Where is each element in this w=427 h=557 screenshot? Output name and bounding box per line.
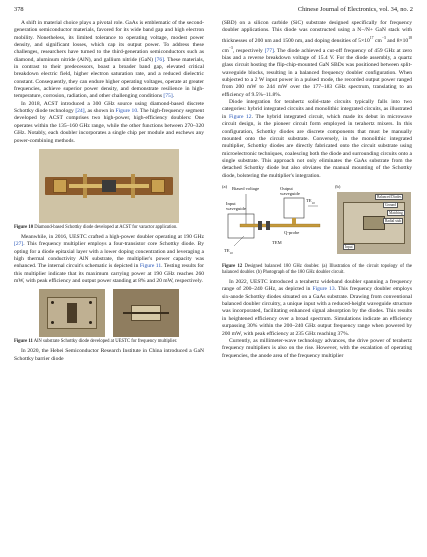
- reference-link[interactable]: Figure 11: [139, 263, 162, 270]
- figure-11-caption: Figure 11 AlN substrate Schottky diode developed at UESTC for frequency multiplier.: [14, 339, 178, 345]
- figure-12-panel-a: [222, 184, 332, 262]
- reference-link[interactable]: [75]: [163, 93, 173, 100]
- reference-link[interactable]: [27]: [14, 241, 24, 248]
- right-column: [222, 20, 412, 360]
- figure-10: [14, 149, 204, 231]
- paragraph: [14, 101, 204, 145]
- figure-11-photo-b: [113, 289, 179, 337]
- tem-label: TEM: [272, 239, 282, 245]
- text-run: . This frequency doubler employs six-anode Schottky diodes situated on a GaAs substrate. Drawing from conventional balanced doubler circuitry, a unique input with a reduced-height waveguide structure was incorporated, facilitating enhanced signal absorption by the diodes. This results in heightened efficiency over a broad spectrum. Simulations indicate an efficiency surpassing 30% within the 200–240 GHz output frequency range when powered by 200 mW, with peak efficiency at 235 GHz reaching 37%.: [222, 286, 412, 337]
- diode-shape: [266, 221, 270, 230]
- figure-12-panel-b: [335, 184, 412, 262]
- reference-link[interactable]: [24]: [75, 108, 85, 115]
- channel: [67, 303, 77, 323]
- text-run: and 8×10: [385, 37, 409, 44]
- figure-12: [222, 184, 412, 276]
- photo-label: Balanced Diodes: [377, 194, 402, 199]
- panel-b-label: (b): [335, 183, 341, 189]
- doubler-topology-diagram: [222, 184, 332, 262]
- paragraph: [14, 20, 204, 101]
- text-run: . These materials, in contrast to their predecessors, boast a broader band gap, elevated critical breakdown electric field, higher electron saturation rate, and a reduced dielectric constant. Consequently, they can endure higher operating voltages, operate at greater frequencies, achieve superior power density, and demonstrate resilience in high-temperature, corrosion, radiation, and other challenging conditions: [14, 56, 204, 100]
- q-probe-label: Q-probe: [284, 229, 300, 235]
- text-run: 18: [408, 35, 412, 40]
- page-number: 378: [14, 6, 24, 13]
- reference-link[interactable]: [76]: [154, 56, 165, 63]
- text-run: , as shown in: [84, 108, 116, 115]
- text-run: . The diode achieved a cut-off frequency of 459 GHz at zero bias and a reverse breakdown voltage of 15.4 V. For the diode assembly, a quartz glass circuit hosting the flip-chip-mounted GaN SBDs was positioned between split-waveguide blocks, resulting in a balanced frequency doubler configuration. When subjected to a 2 W input power in a pulsed mode, the recorded output power ranged from 200 mW to 244 mW over the 177–183 GHz spectrum, translating to an efficiency of 9.5%–11.8%.: [222, 47, 412, 98]
- text-run: (SBD) on a silicon carbide (SiC) substrate designed specifically for frequency doubler applications. This diode was constructed using a N−/N+ GaN stack with thicknesses of 200 nm and 1500 nm, and doping densities of 5×10: [222, 20, 412, 44]
- diode-shape: [258, 221, 262, 230]
- photo-label: Ground: [385, 202, 396, 207]
- text-run: Meanwhile, in 2016, UESTC crafted a high-power doubler operating at 190 GHz: [21, 233, 204, 240]
- left-column: [14, 20, 204, 363]
- paragraph: [222, 338, 412, 360]
- text-run: cm: [222, 47, 229, 54]
- page-header: [14, 6, 413, 18]
- photo-label: Input: [345, 244, 353, 249]
- paragraph: [222, 20, 412, 99]
- text-run: . The hybrid integrated circuit, which made its debut in microwave circuit design, is the pioneer circuit form employed in terahertz mixers. In this configuration, Schottky diodes are discrete components that must be manually mounted onto the circuit substrate. Conversely, in the monolithic integrated multiplier, Schottky diodes are directly fabricated onto the circuit substrate using microelectronic techniques, coalescing both the diode and surrounding circuits onto a single substrate. This approach not only eliminates the GaAs substrate from the detached Schottky diode but also obviates the manual mounting of the Schottky diode, bolstering the multiplier's integration.: [222, 113, 412, 179]
- text-run: . Testing results for this multiplier indicate that its maximum carrying power at 190 GHz reaches 260 mW, with peak efficiency and output power standing at 8% and 20 mW, respectively.: [14, 263, 204, 284]
- panel-a-label: (a): [222, 183, 228, 189]
- paragraph: [14, 234, 204, 285]
- figure-11: [14, 289, 204, 345]
- text-run: Currently, as millimeter-wave technology advances, the drive power of terahertz frequency multipliers is also on the rise. However, with the escalation of operating frequencies, the anode area of the frequency multiplier: [222, 337, 412, 359]
- contact-pad: [151, 179, 165, 193]
- text-run: In 2020, the Hebei Semiconductor Research Institute in China introduced a GaN Schottky barrier diode: [14, 348, 204, 362]
- figure-11-photo-a: [39, 289, 105, 337]
- text-run: . The high-frequency segment developed by ACST comprises two high-power, high-efficiency doublers: One operates within the 135–160 GHz range, while the other functions between 270–320 GHz. Notably, each doubler incorporates a single chip per module and eschews any power-combining methods.: [14, 108, 204, 144]
- paragraph: [14, 348, 204, 363]
- probe-shape: [292, 218, 296, 224]
- reference-link[interactable]: Figure 13: [312, 286, 335, 293]
- journal-info: Chinese Journal of Electronics, vol. 34, no. 2: [297, 6, 413, 13]
- biased-voltage-label: Biased voltage: [232, 185, 260, 191]
- text-run: Diode integration for terahertz solid-state circuits typically falls into two categories: hybrid integrated circuits and monolithic integrated circuits, as illustrated in: [222, 99, 412, 120]
- figure-10-caption: Figure 10 Diamond-based Schottky diode developed at ACST for varactor application.: [14, 224, 178, 230]
- text-run: −3: [228, 45, 233, 50]
- te10-label-output: $TE_{10}$: [306, 197, 315, 205]
- photo-label: Radial stub: [385, 218, 402, 223]
- text-run: . This frequency multiplier employs a four-transistor core Schottky diode. By opting for a diode epitaxial layer with a lower doping concentration and leveraging a high thermal conductivity AlN substrate, the multiplier's power capacity was enhanced. The internal circuit's schematic is depicted in: [14, 241, 204, 270]
- output-waveguide-shape: [284, 198, 304, 218]
- microstrip-line: [240, 224, 320, 227]
- reference-link[interactable]: [77]: [264, 47, 274, 54]
- figure-12-caption: Figure 12 Designed balanced 180 GHz doubler. (a) Illustration of the circuit topology of the balanced doubler. (b) Photograph of the 180 GHz doubler circuit.: [222, 263, 412, 275]
- te10-label-input: $TE_{10}$: [224, 247, 233, 255]
- figure-10-photo: [39, 149, 179, 223]
- diode-chip: [102, 180, 116, 192]
- reference-link[interactable]: Figure 12: [228, 113, 252, 120]
- text-run: In 2018, ACST introduced a 300 GHz source using diamond-based discrete Schottky diode technology: [14, 100, 204, 115]
- text-run: , respectively: [232, 47, 265, 54]
- output-waveguide-label: Output waveguide: [280, 185, 300, 197]
- paragraph: [222, 279, 412, 338]
- paragraph: [222, 99, 412, 180]
- text-run: 17: [369, 35, 374, 40]
- contact-pad: [53, 179, 67, 193]
- photo-label: Matching: [389, 210, 403, 215]
- reference-link[interactable]: Figure 10: [115, 108, 138, 115]
- circuit-line: [123, 312, 169, 314]
- input-waveguide-label: Input waveguide: [226, 200, 246, 212]
- text-run: −3: [381, 35, 386, 40]
- text-run: cm: [373, 37, 382, 44]
- text-run: .: [172, 93, 175, 100]
- text-run: In 2022, UESTC introduced a terahertz wideband doubler spanning a frequency range of 200–240 GHz, as depicted in: [222, 279, 412, 293]
- text-run: A shift in material choice plays a pivotal role. GaAs is emblematic of the second-generation semiconductor materials, favored for its wide band gap and high electron mobility. Nonetheless, its limited tolerance to operating voltage, modest power density, and significant losses, which cap its output power. To address these challenges, researchers have turned to the third-generation semiconductors such as diamond, aluminum nitride (AlN), and gallium nitride (GaN): [14, 20, 204, 63]
